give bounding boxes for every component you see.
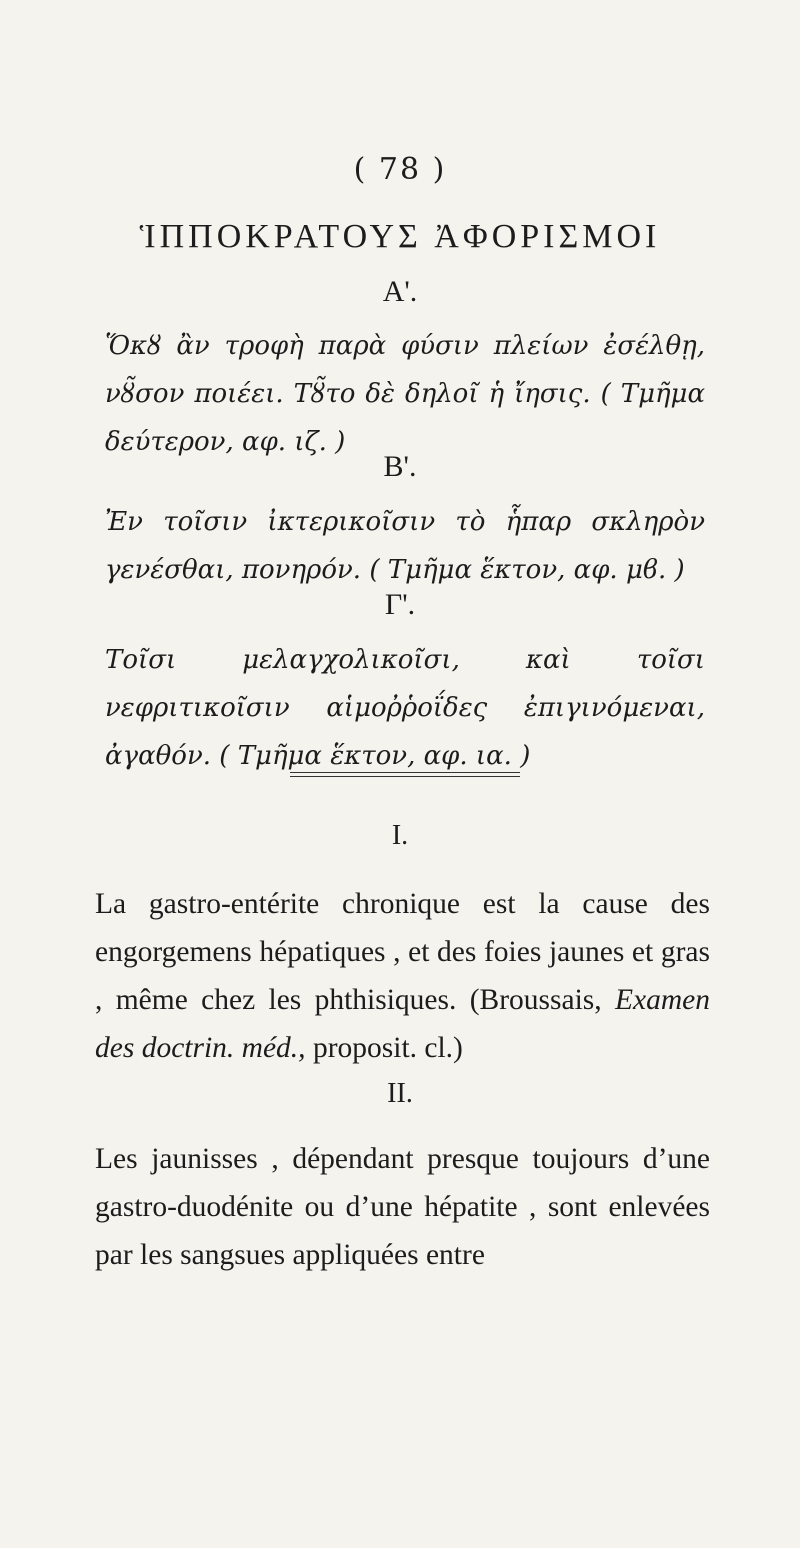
page-number: ( 78 ) [353, 152, 447, 187]
commentary-text-1-end: proposit. cl.) [305, 1032, 463, 1064]
commentary-text-2: Les jaunisses , dépendant presque toujours d’une gastro-duodénite ou d’une hépatite , sont enlevées par les sangsues appliquées entre [95, 1143, 710, 1271]
aphorism-label-2: Β'. [383, 450, 417, 483]
commentary-label-2: II. [387, 1078, 413, 1109]
aphorism-text-3: Τοῖσι μελαγχολικοῖσι, καὶ τοῖσι νεφριτικοῖσιν αἱμοῤῥοΐδες ἐπιγινόμεναι, ἀγαθόν. ( Τμῆμα ἕκτον, αφ. ια. ) [105, 645, 705, 771]
commentary-text-1-main: La gastro-entérite chronique est la cause des engorgemens hépatiques , et des foies jaunes et gras , même chez les phthisiques. (Broussais, [95, 888, 710, 1016]
aphorism-label-3: Γ'. [384, 588, 416, 621]
commentary-label-1: I. [391, 820, 409, 851]
commentary-text-1-title: Examen des doctrin. méd., [95, 984, 710, 1064]
section-rule [290, 772, 520, 777]
running-head: ἹΠΠΟΚΡΑΤΟΥΣ ἈΦΟΡΙΣΜΟΙ [139, 218, 661, 255]
aphorism-text-1: Ὅκȣ ἂν τροφὴ παρὰ φύσιν πλείων ἐσέλθῃ, νȣ̃σον ποιέει. Τȣ̃το δὲ δηλοῖ ἡ ἴησις. ( Τμῆμα δεύτερον, αφ. ιζ. ) [105, 331, 705, 457]
aphorism-text-2: Ἐν τοῖσιν ἰκτερικοῖσιν τὸ ἧπαρ σκληρὸν γενέσθαι, πονηρόν. ( Τμῆμα ἕκτον, αφ. μϐ. ) [105, 507, 705, 585]
commentary-text-1 [95, 880, 710, 1072]
aphorism-label-1: Α'. [382, 275, 418, 308]
